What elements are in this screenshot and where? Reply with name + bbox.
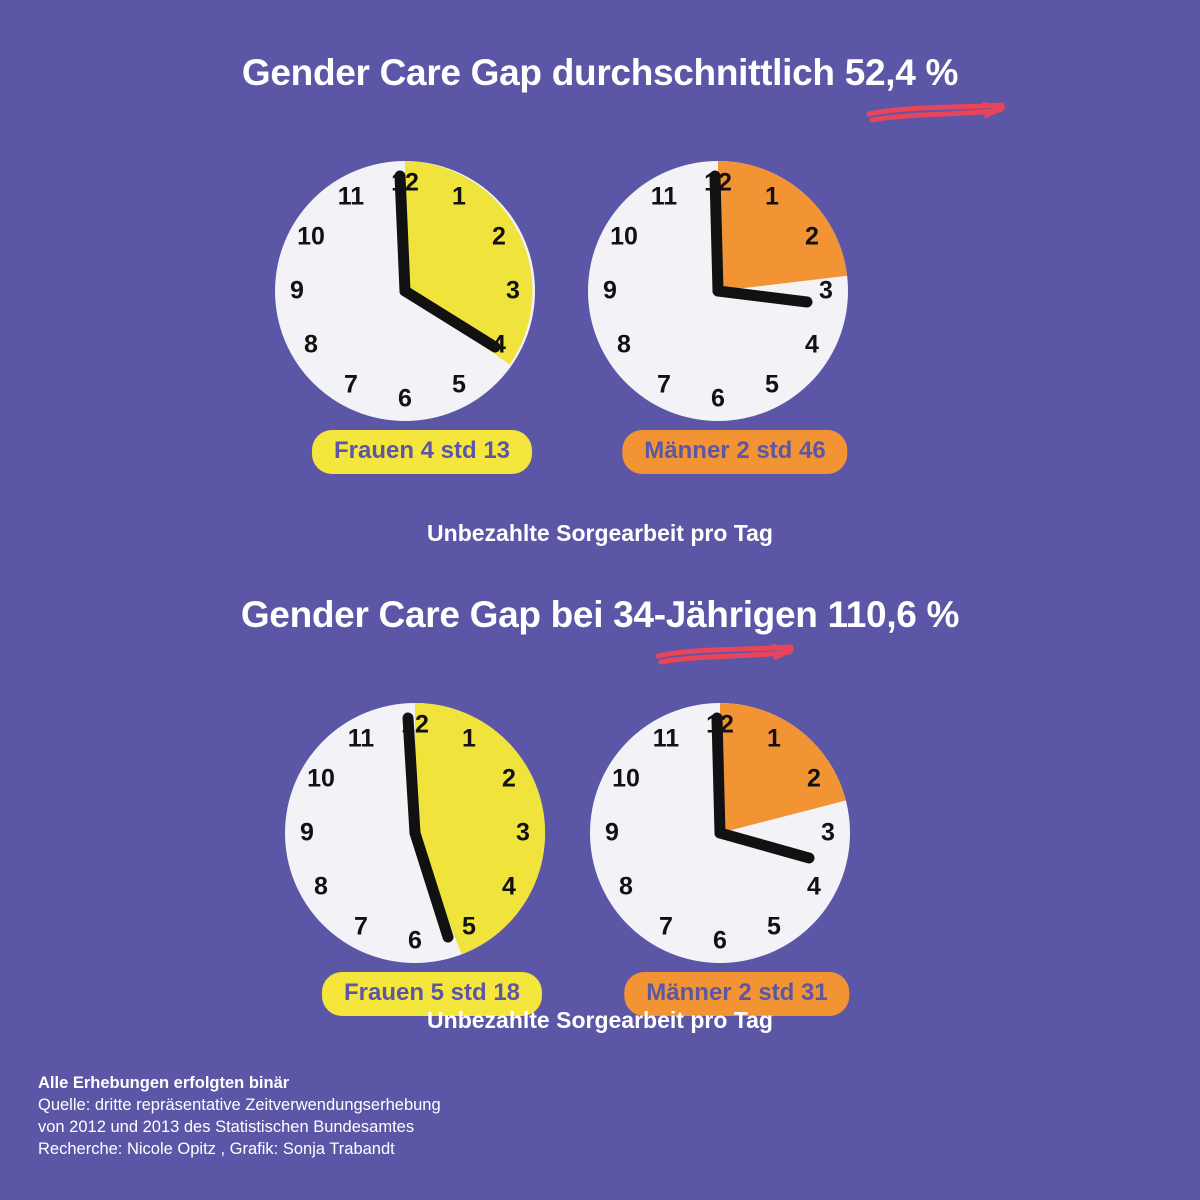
clocks-row-average — [0, 118, 1200, 464]
footer-line-2: Quelle: dritte repräsentative Zeitverwendungserhebung — [38, 1096, 441, 1114]
section-average — [0, 50, 1200, 546]
clock-label-women-34: Frauen 5 std 18 — [322, 972, 542, 1016]
clock-block-men-34 — [587, 700, 887, 1006]
clock-numeral: 12 — [706, 710, 734, 739]
clock-numeral: 1 — [765, 182, 779, 211]
clock-numeral: 5 — [767, 912, 781, 941]
footer-credits — [38, 1072, 441, 1160]
clock-numeral: 10 — [612, 764, 640, 793]
footer-line-3: von 2012 und 2013 des Statistischen Bundesamtes — [38, 1118, 415, 1136]
clock-numeral: 12 — [391, 168, 419, 197]
clock-block-women-average — [272, 158, 572, 464]
clock-numeral: 1 — [452, 182, 466, 211]
clock-numeral: 10 — [297, 222, 325, 251]
clock-numeral: 11 — [337, 182, 365, 211]
clock-numeral: 8 — [314, 872, 328, 901]
clock-numeral: 3 — [819, 276, 833, 305]
clock-numeral: 3 — [506, 276, 520, 305]
clock-numeral: 6 — [713, 926, 727, 955]
clock-numeral: 8 — [304, 330, 318, 359]
clock-numeral: 4 — [807, 872, 821, 901]
clock-numeral: 6 — [398, 384, 412, 413]
clock-face-men-average — [585, 158, 851, 424]
clock-numeral: 2 — [502, 764, 516, 793]
clock-face-women-34 — [282, 700, 548, 966]
caption-34: Unbezahlte Sorgearbeit pro Tag — [427, 1007, 773, 1033]
clock-numeral: 11 — [650, 182, 678, 211]
clock-numeral: 5 — [765, 370, 779, 399]
clock-label-men-34: Männer 2 std 31 — [624, 972, 849, 1016]
clock-numeral: 2 — [805, 222, 819, 251]
clock-numeral: 5 — [452, 370, 466, 399]
clock-label-men-average: Männer 2 std 46 — [622, 430, 847, 474]
clock-numeral: 12 — [704, 168, 732, 197]
clock-numeral: 7 — [354, 912, 368, 941]
footer-line-1: Alle Erhebungen erfolgten binär — [38, 1074, 290, 1092]
clock-face-men-34 — [587, 700, 853, 966]
section-title: Gender Care Gap durchschnittlich 52,4 % — [241, 52, 959, 93]
clock-numeral: 4 — [502, 872, 516, 901]
clock-label-women-average: Frauen 4 std 13 — [312, 430, 532, 474]
section-34 — [0, 592, 1200, 1006]
clock-numeral: 4 — [805, 330, 819, 359]
clock-numeral: 8 — [619, 872, 633, 901]
clock-numeral: 9 — [605, 818, 619, 847]
clock-block-men-average — [585, 158, 885, 464]
section-title: Gender Care Gap bei 34-Jährigen 110,6 % — [240, 594, 960, 635]
caption-average: Unbezahlte Sorgearbeit pro Tag — [427, 520, 773, 546]
clock-numeral: 7 — [344, 370, 358, 399]
clock-numeral: 12 — [401, 710, 429, 739]
clock-numeral: 1 — [462, 724, 476, 753]
clock-numeral: 5 — [462, 912, 476, 941]
clock-numeral: 8 — [617, 330, 631, 359]
clock-numeral: 1 — [767, 724, 781, 753]
clock-numeral: 2 — [807, 764, 821, 793]
clock-numeral: 4 — [492, 330, 506, 359]
clock-numeral: 11 — [652, 724, 680, 753]
clock-numeral: 10 — [307, 764, 335, 793]
clock-numeral: 9 — [300, 818, 314, 847]
clock-block-women-34 — [282, 700, 582, 1006]
clock-numeral: 9 — [290, 276, 304, 305]
clock-numeral: 10 — [610, 222, 638, 251]
footer-line-4: Recherche: Nicole Opitz , Grafik: Sonja Trabandt — [38, 1140, 395, 1158]
clock-numeral: 3 — [516, 818, 530, 847]
clock-numeral: 7 — [659, 912, 673, 941]
clock-numeral: 2 — [492, 222, 506, 251]
clock-numeral: 11 — [347, 724, 375, 753]
clock-numeral: 7 — [657, 370, 671, 399]
clock-numeral: 6 — [408, 926, 422, 955]
clock-face-women-average — [272, 158, 538, 424]
clock-numeral: 6 — [711, 384, 725, 413]
clock-numeral: 9 — [603, 276, 617, 305]
clock-numeral: 3 — [821, 818, 835, 847]
clocks-row-34 — [0, 660, 1200, 1006]
